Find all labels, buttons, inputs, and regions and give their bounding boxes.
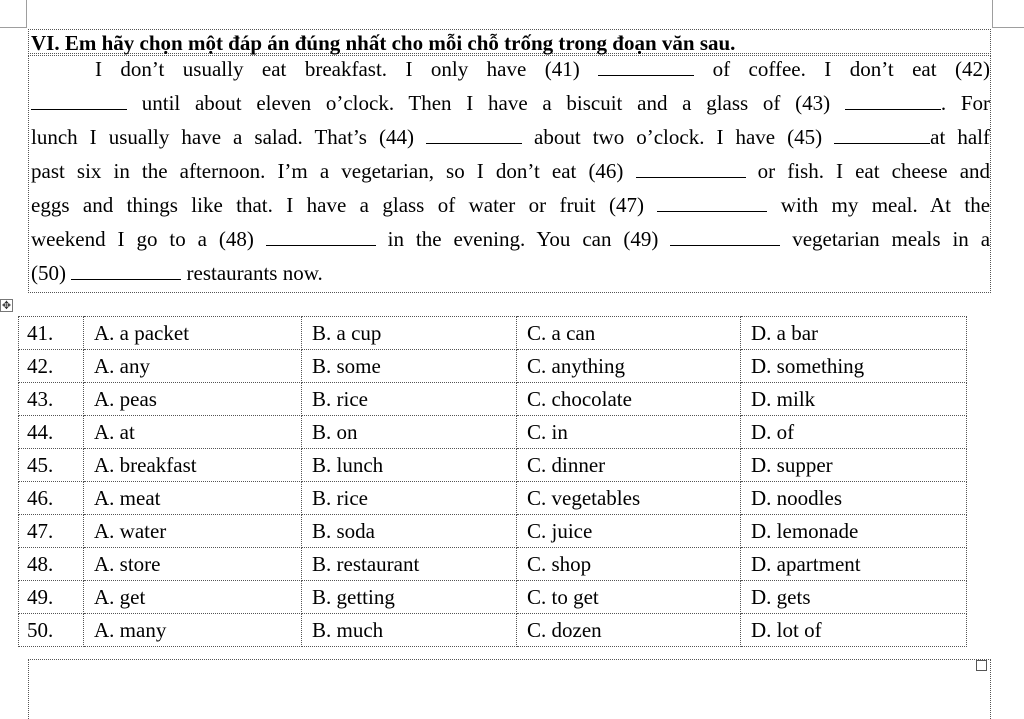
option-b[interactable]: B. on — [302, 416, 517, 449]
question-row-47 — [19, 515, 967, 548]
question-number: 46. — [19, 482, 84, 515]
question-number: 45. — [19, 449, 84, 482]
option-c[interactable]: C. dinner — [517, 449, 741, 482]
margin-guide-left-horizontal — [0, 27, 27, 28]
passage-text: eggs and things like that. I have a glass of water or fruit (47) — [31, 193, 644, 217]
margin-guide-left — [26, 0, 27, 28]
option-b[interactable]: B. rice — [302, 482, 517, 515]
question-row-49 — [19, 581, 967, 614]
option-d[interactable]: D. lemonade — [741, 515, 967, 548]
question-number: 41. — [19, 317, 84, 350]
heading-text-box[interactable] — [28, 29, 991, 54]
option-c[interactable]: C. chocolate — [517, 383, 741, 416]
passage-text: in the evening. You can (49) — [387, 227, 659, 251]
next-text-box[interactable] — [28, 659, 991, 719]
option-c[interactable]: C. juice — [517, 515, 741, 548]
passage-text: I don’t usually eat breakfast. I only have (41) — [95, 57, 580, 81]
question-row-41 — [19, 317, 967, 350]
blank-48[interactable] — [266, 227, 376, 246]
option-c[interactable]: C. anything — [517, 350, 741, 383]
passage-text: restaurants now. — [186, 261, 323, 285]
passage-text: about two o’clock. I have (45) — [534, 125, 823, 149]
passage-line-2 — [31, 90, 990, 116]
question-row-45 — [19, 449, 967, 482]
option-d[interactable]: D. a bar — [741, 317, 967, 350]
option-b[interactable]: B. some — [302, 350, 517, 383]
blank-47[interactable] — [657, 193, 767, 212]
option-a[interactable]: A. any — [84, 350, 302, 383]
answer-options-table — [18, 316, 967, 647]
passage-text: (50) — [31, 261, 66, 285]
option-a[interactable]: A. peas — [84, 383, 302, 416]
passage-line-4 — [31, 158, 990, 184]
passage-text: lunch I usually have a salad. That’s (44) — [31, 125, 414, 149]
question-number: 47. — [19, 515, 84, 548]
passage-text: at half — [930, 125, 991, 149]
blank-44[interactable] — [426, 125, 522, 144]
option-a[interactable]: A. a packet — [84, 317, 302, 350]
question-number: 43. — [19, 383, 84, 416]
option-d[interactable]: D. of — [741, 416, 967, 449]
passage-text: with my meal. At the — [780, 193, 991, 217]
passage-text: weekend I go to a (48) — [31, 227, 254, 251]
option-c[interactable]: C. a can — [517, 317, 741, 350]
blank-43[interactable] — [845, 91, 941, 110]
passage-line-1 — [31, 56, 990, 82]
option-b[interactable]: B. restaurant — [302, 548, 517, 581]
passage-text: of coffee. I don’t eat (42) — [712, 57, 991, 81]
option-b[interactable]: B. soda — [302, 515, 517, 548]
option-c[interactable]: C. in — [517, 416, 741, 449]
question-row-46 — [19, 482, 967, 515]
option-a[interactable]: A. at — [84, 416, 302, 449]
blank-41[interactable] — [598, 57, 694, 76]
passage-text: until about eleven o’clock. Then I have a biscuit and a glass of (43) — [141, 91, 831, 115]
question-number: 44. — [19, 416, 84, 449]
option-c[interactable]: C. vegetables — [517, 482, 741, 515]
passage-text: vegetarian meals in a — [792, 227, 991, 251]
blank-50[interactable] — [71, 261, 181, 280]
option-a[interactable]: A. store — [84, 548, 302, 581]
option-d[interactable]: D. milk — [741, 383, 967, 416]
question-number: 49. — [19, 581, 84, 614]
option-d[interactable]: D. apartment — [741, 548, 967, 581]
option-b[interactable]: B. much — [302, 614, 517, 647]
question-row-50 — [19, 614, 967, 647]
option-a[interactable]: A. get — [84, 581, 302, 614]
blank-45[interactable] — [834, 125, 930, 144]
passage-line-5 — [31, 192, 990, 218]
question-row-42 — [19, 350, 967, 383]
question-number: 48. — [19, 548, 84, 581]
option-a[interactable]: A. water — [84, 515, 302, 548]
passage-text: . For — [940, 91, 991, 115]
option-b[interactable]: B. lunch — [302, 449, 517, 482]
question-number: 50. — [19, 614, 84, 647]
option-c[interactable]: C. to get — [517, 581, 741, 614]
passage-text-box[interactable] — [28, 55, 991, 293]
option-a[interactable]: A. meat — [84, 482, 302, 515]
move-arrows-icon[interactable]: ✥ — [1, 299, 12, 312]
question-row-43 — [19, 383, 967, 416]
blank-42[interactable] — [31, 91, 127, 110]
passage-line-3 — [31, 124, 990, 150]
margin-guide-right — [992, 0, 993, 28]
option-d[interactable]: D. lot of — [741, 614, 967, 647]
passage-line-6 — [31, 226, 990, 252]
question-row-48 — [19, 548, 967, 581]
option-c[interactable]: C. shop — [517, 548, 741, 581]
option-c[interactable]: C. dozen — [517, 614, 741, 647]
blank-46[interactable] — [636, 159, 746, 178]
section-heading: VI. Em hãy chọn một đáp án đúng nhất cho mỗi chỗ trống trong đoạn văn sau. — [31, 31, 736, 55]
option-d[interactable]: D. gets — [741, 581, 967, 614]
passage-text: or fish. I eat cheese and — [757, 159, 991, 183]
passage-text: past six in the afternoon. I’m a vegetarian, so I don’t eat (46) — [31, 159, 624, 183]
option-a[interactable]: A. breakfast — [84, 449, 302, 482]
margin-guide-right-horizontal — [992, 27, 1024, 28]
option-d[interactable]: D. noodles — [741, 482, 967, 515]
option-d[interactable]: D. something — [741, 350, 967, 383]
option-b[interactable]: B. rice — [302, 383, 517, 416]
passage-line-7 — [31, 260, 990, 286]
option-d[interactable]: D. supper — [741, 449, 967, 482]
question-row-44 — [19, 416, 967, 449]
blank-49[interactable] — [670, 227, 780, 246]
option-a[interactable]: A. many — [84, 614, 302, 647]
question-number: 42. — [19, 350, 84, 383]
option-b[interactable]: B. a cup — [302, 317, 517, 350]
option-b[interactable]: B. getting — [302, 581, 517, 614]
